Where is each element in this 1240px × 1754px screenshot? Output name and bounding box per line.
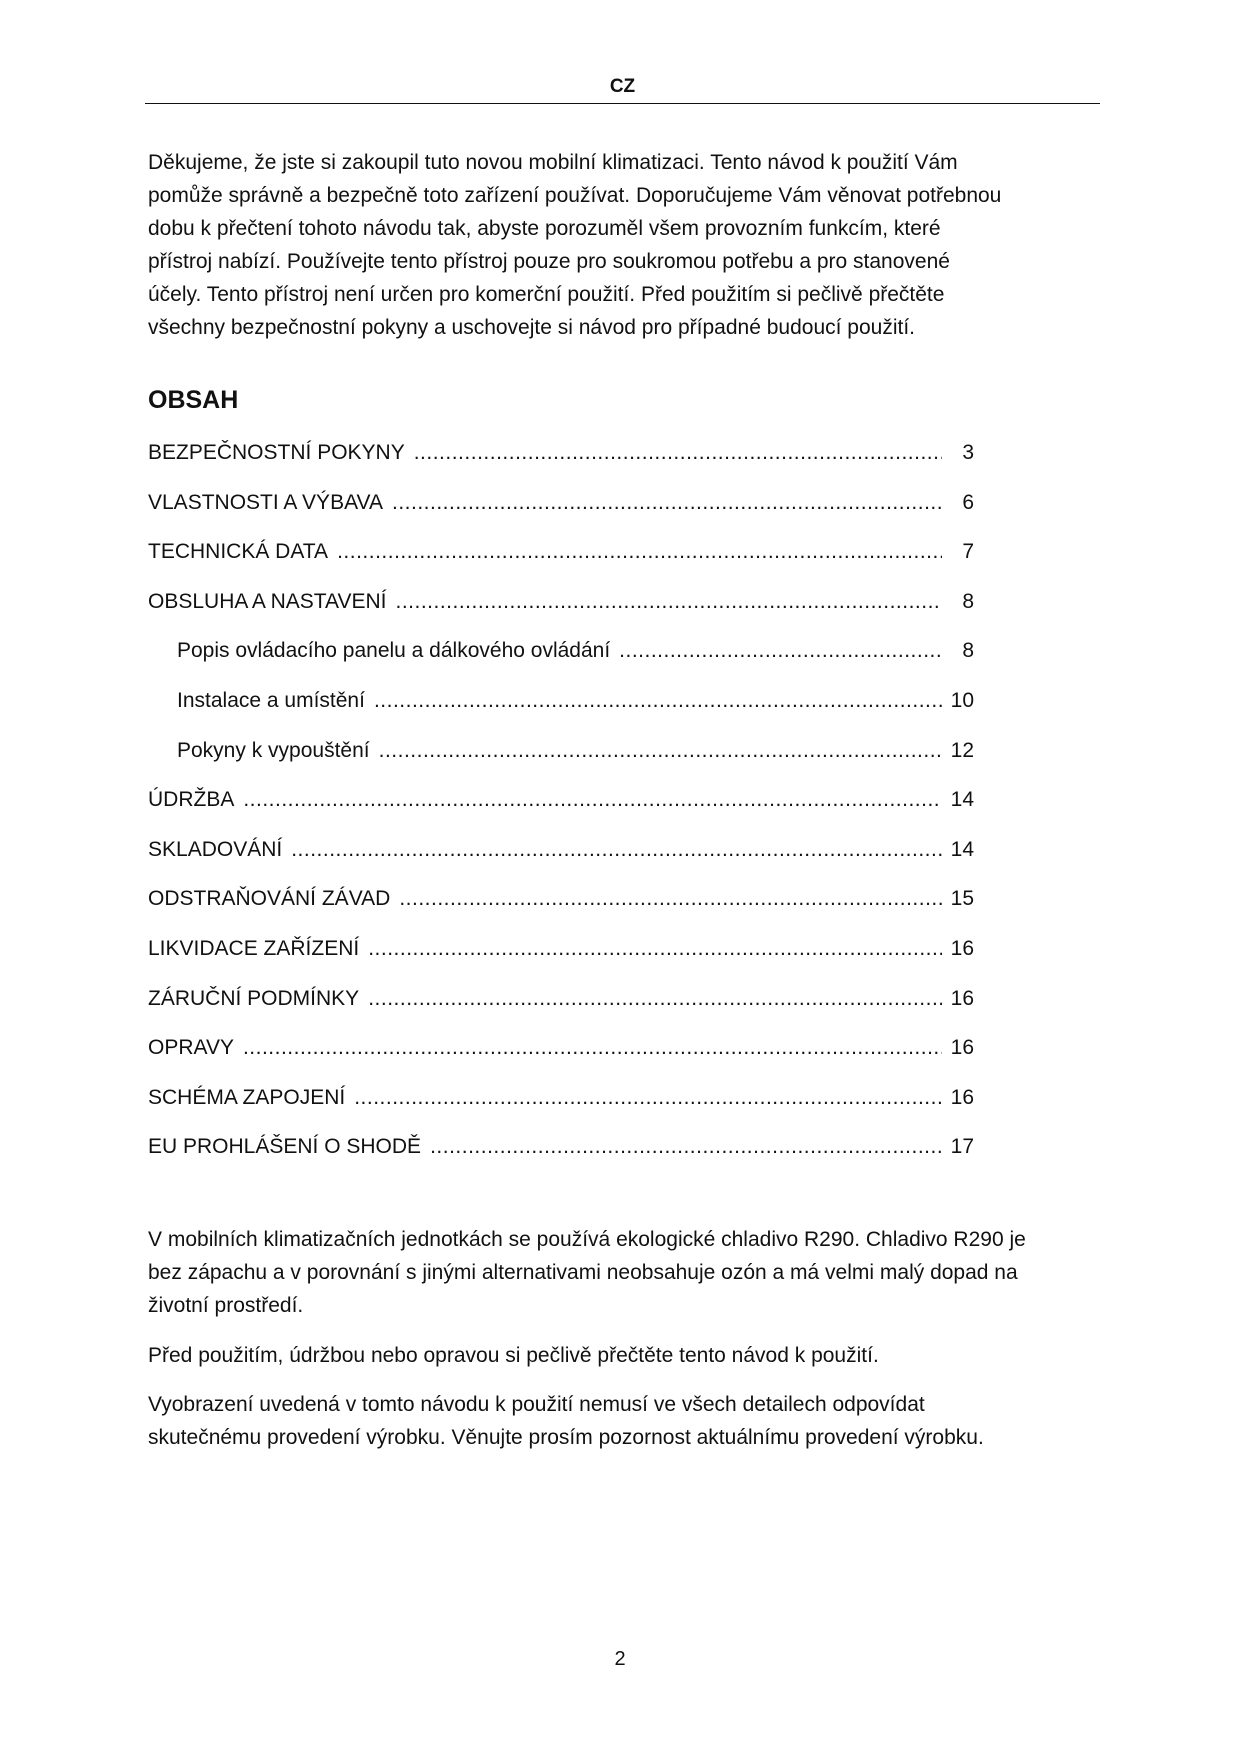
toc-entry-label: ZÁRUČNÍ PODMÍNKY [148, 986, 360, 1010]
toc-entry-label: Pokyny k vypouštění [177, 738, 370, 762]
toc-entry-label: SCHÉMA ZAPOJENÍ [148, 1085, 346, 1109]
toc-dot-leader [243, 1032, 942, 1064]
toc-entry-page-number: 6 [962, 490, 974, 514]
toc-entry-page-number: 16 [950, 1085, 974, 1109]
toc-entry [148, 883, 974, 933]
toc-entry-label: LIKVIDACE ZAŘÍZENÍ [148, 936, 360, 960]
toc-entry-label: VLASTNOSTI A VÝBAVA [148, 490, 383, 514]
toc-entry-page-number: 16 [950, 986, 974, 1010]
toc-entry [148, 784, 974, 834]
paragraph-line: pomůže správně a bezpečně toto zařízení používat. Doporučujeme Vám věnovat potřebnou [148, 184, 1002, 207]
paragraph-line: bez zápachu a v porovnání s jinými alternativami neobsahuje ozón a má velmi malý dopad na [148, 1261, 1018, 1284]
toc-dot-leader [368, 933, 942, 965]
toc-entry [148, 1082, 974, 1132]
toc-dot-leader [291, 834, 942, 866]
toc-entry-page-number: 16 [950, 936, 974, 960]
toc-dot-leader [374, 685, 942, 717]
toc-entry-page-number: 10 [950, 688, 974, 712]
toc-entry [148, 685, 974, 735]
toc-entry [148, 834, 974, 884]
paragraph-line: skutečnému provedení výrobku. Věnujte prosím pozornost aktuálnímu provedení výrobku. [148, 1426, 984, 1449]
paragraph-line: všechny bezpečnostní pokyny a uschovejte si návod pro případné budoucí použití. [148, 316, 915, 339]
toc-entry [148, 933, 974, 983]
toc-entry-label: Popis ovládacího panelu a dálkového ovládání [177, 639, 611, 663]
toc-entry-label: SKLADOVÁNÍ [148, 837, 283, 861]
toc-heading: OBSAH [148, 386, 239, 414]
paragraph-line: Vyobrazení uvedená v tomto návodu k použití nemusí ve všech detailech odpovídat [148, 1393, 925, 1416]
toc-entry [148, 1131, 974, 1181]
table-of-contents [148, 437, 974, 1181]
toc-entry-page-number: 3 [962, 441, 974, 464]
toc-dot-leader [399, 883, 942, 915]
toc-entry [148, 586, 974, 636]
toc-entry [148, 1032, 974, 1082]
toc-entry [148, 437, 974, 487]
toc-dot-leader [430, 1131, 942, 1163]
toc-dot-leader [243, 784, 942, 816]
toc-entry-label: Instalace a umístění [177, 688, 365, 712]
page-header-language-code: CZ [609, 76, 636, 97]
paragraph-line: účely. Tento přístroj není určen pro komerční použití. Před použitím si pečlivě přečtěte [148, 283, 945, 306]
toc-entry-page-number: 8 [962, 589, 974, 613]
toc-entry-page-number: 17 [950, 1135, 974, 1159]
refrigerant-note-paragraph [148, 1223, 1098, 1322]
toc-entry-label: TECHNICKÁ DATA [148, 540, 329, 564]
toc-entry-page-number: 8 [962, 639, 974, 663]
toc-dot-leader [354, 1082, 942, 1114]
paragraph-line: přístroj nabízí. Používejte tento přístroj pouze pro soukromou potřebu a pro stanovené [148, 250, 950, 273]
toc-entry [148, 536, 974, 586]
toc-entry-label: BEZPEČNOSTNÍ POKYNY [148, 441, 405, 464]
header-divider [145, 103, 1100, 104]
toc-entry-label: OPRAVY [148, 1036, 234, 1060]
toc-entry-page-number: 12 [950, 738, 974, 762]
toc-entry-page-number: 16 [950, 1036, 974, 1060]
toc-entry [148, 635, 974, 685]
toc-entry-label: ODSTRAŇOVÁNÍ ZÁVAD [148, 887, 391, 911]
illustration-note-paragraph [148, 1388, 1098, 1454]
toc-entry-page-number: 14 [950, 837, 974, 861]
toc-entry-label: EU PROHLÁŠENÍ O SHODĚ [148, 1135, 422, 1159]
paragraph-line: Děkujeme, že jste si zakoupil tuto novou mobilní klimatizaci. Tento návod k použití Vám [148, 151, 958, 174]
toc-dot-leader [395, 586, 942, 618]
toc-dot-leader [414, 437, 942, 469]
toc-dot-leader [379, 735, 942, 767]
toc-entry [148, 983, 974, 1033]
page-number: 2 [614, 1648, 626, 1670]
toc-dot-leader [619, 635, 942, 667]
read-before-use-paragraph [148, 1339, 1098, 1372]
toc-entry-page-number: 14 [950, 788, 974, 812]
paragraph-line: V mobilních klimatizačních jednotkách se používá ekologické chladivo R290. Chladivo R290 je [148, 1228, 1026, 1251]
toc-entry [148, 735, 974, 785]
paragraph-line: životní prostředí. [148, 1294, 304, 1317]
toc-entry-page-number: 7 [962, 540, 974, 564]
toc-entry-page-number: 15 [950, 887, 974, 911]
intro-paragraph [148, 146, 1098, 344]
toc-entry [148, 487, 974, 537]
toc-entry-label: OBSLUHA A NASTAVENÍ [148, 589, 387, 613]
toc-dot-leader [392, 487, 942, 519]
toc-dot-leader [368, 983, 942, 1015]
toc-dot-leader [337, 536, 942, 568]
paragraph-line: Před použitím, údržbou nebo opravou si pečlivě přečtěte tento návod k použití. [148, 1344, 879, 1367]
paragraph-line: dobu k přečtení tohoto návodu tak, abyste porozuměl všem provozním funkcím, které [148, 217, 941, 240]
toc-entry-label: ÚDRŽBA [148, 788, 235, 812]
